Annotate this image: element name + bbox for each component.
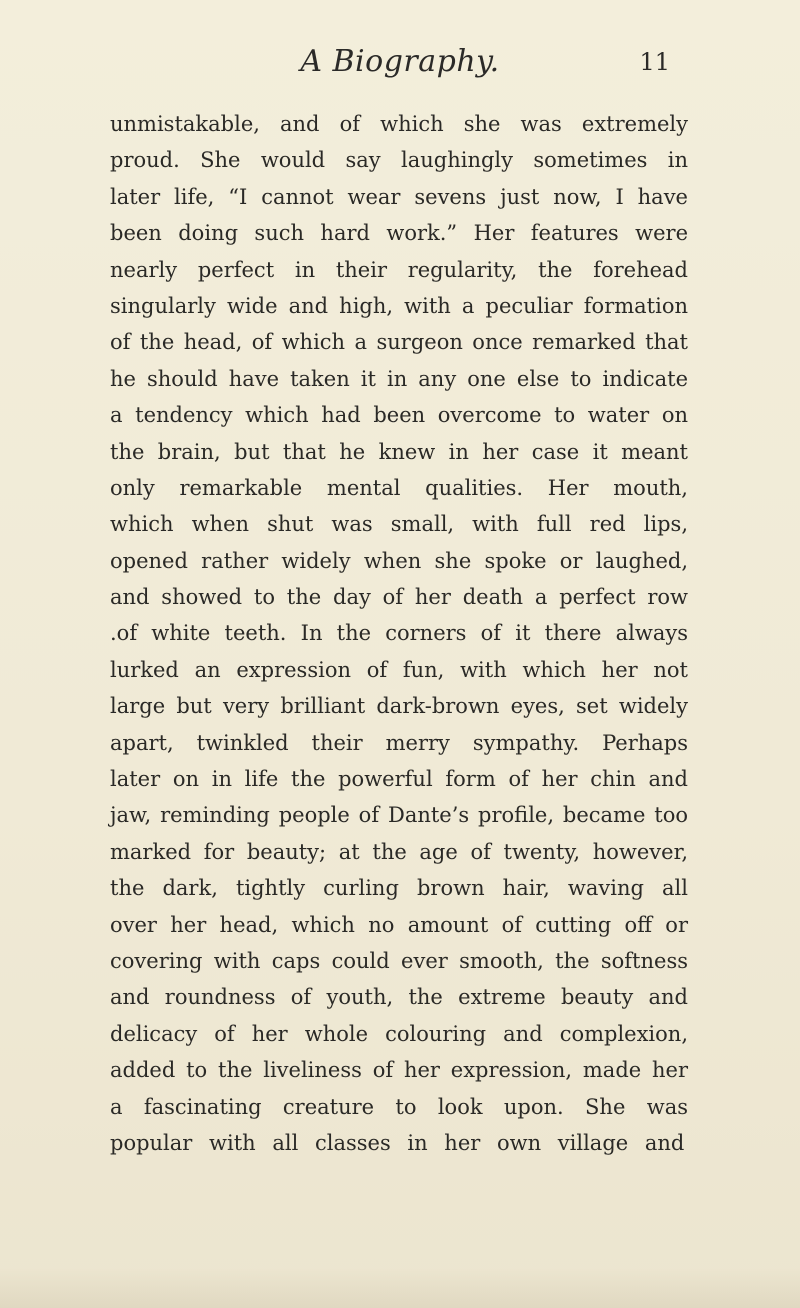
text-line: singularly wide and high, with a peculiar formation [110, 293, 688, 318]
text-line: large but very brilliant dark-brown eyes, set widely [110, 694, 688, 719]
text-line: covering with caps could ever smooth, the softness [110, 948, 688, 973]
text-line: been doing such hard work.” Her features were [110, 221, 688, 246]
text-line: added to the liveliness of her expression, made her [110, 1058, 688, 1083]
text-line: jaw, reminding people of Dante’s profile, became too [110, 803, 688, 828]
text-line: and showed to the day of her death a perfect row [110, 585, 688, 610]
text-line: over her head, which no amount of cutting off or [110, 912, 688, 937]
text-line: opened rather widely when she spoke or laughed, [110, 548, 688, 573]
text-line: lurked an expression of fun, with which her not [110, 657, 688, 682]
text-line: the dark, tightly curling brown hair, waving all [110, 876, 688, 901]
text-line: only remarkable mental qualities. Her mouth, [110, 475, 688, 500]
text-line: a fascinating creature to look upon. She was [110, 1094, 688, 1119]
page-edge-shadow [0, 1268, 800, 1308]
text-line: marked for beauty; at the age of twenty, however, [110, 839, 688, 864]
text-line: a tendency which had been overcome to water on [110, 403, 688, 428]
body-text [110, 106, 688, 1161]
text-line: and roundness of youth, the extreme beauty and [110, 985, 688, 1010]
text-line: unmistakable, and of which she was extremely [110, 112, 688, 136]
text-line: later life, “I cannot wear sevens just now, I have [110, 184, 688, 209]
text-line: proud. She would say laughingly sometimes in [110, 148, 688, 173]
page-number: 11 [639, 48, 670, 76]
text-line: of the head, of which a surgeon once remarked that [110, 330, 688, 355]
text-line: .of white teeth. In the corners of it there always [110, 621, 688, 646]
text-line: he should have taken it in any one else to indicate [110, 366, 688, 391]
running-head [0, 38, 800, 88]
text-line: which when shut was small, with full red lips, [110, 512, 688, 537]
text-line: the brain, but that he knew in her case it meant [110, 439, 688, 464]
text-line: apart, twinkled their merry sympathy. Perhaps [110, 730, 688, 755]
text-line: delicacy of her whole colouring and complexion, [110, 1021, 688, 1046]
text-line: popular with all classes in her own village and [110, 1130, 685, 1155]
text-line: later on in life the powerful form of her chin and [110, 767, 688, 792]
running-title: A Biography. [300, 44, 500, 79]
text-line: nearly perfect in their regularity, the forehead [110, 257, 688, 282]
